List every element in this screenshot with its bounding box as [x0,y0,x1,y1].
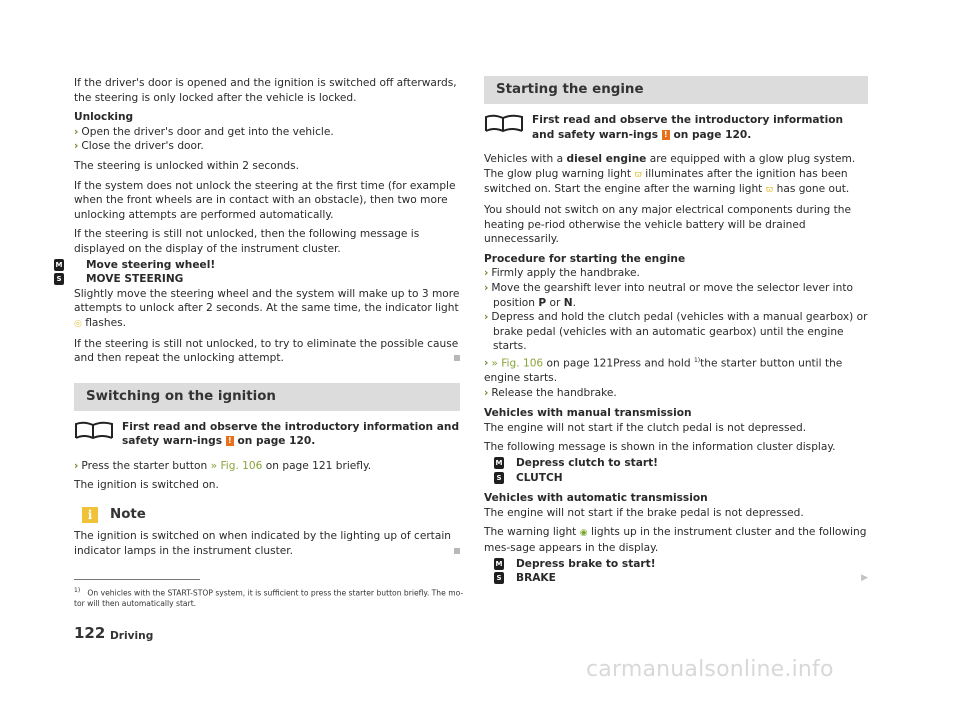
page-label: Driving [110,630,154,642]
paragraph: The following message is shown in the information cluster display. [484,441,836,454]
list-item: › Release the handbrake. [484,386,617,399]
note-text: The ignition is switched on when indicated by the lighting up of certain indicator lamps in the instrument cluster. [74,529,460,558]
continue-arrow-icon: ▶ [861,573,868,584]
end-of-section-icon [454,548,460,554]
arrow-icon: › [74,125,79,138]
list-item: › Open the driver's door and get into the vehicle. [74,125,334,138]
paragraph: The warning light ◉ lights up in the instrument cluster and the following mes-sage appears in the display. [484,526,867,554]
arrow-icon: › [484,386,489,399]
list-item: › Depress and hold the clutch pedal (vehicles with a manual gearbox) or brake pedal (vehicles with an automatic gearbox) until the engine starts. [484,311,868,353]
display-message: M Move steering wheel! [55,258,216,271]
auto-heading: Vehicles with automatic transmission [484,492,708,505]
segment-display-icon: S [494,472,504,484]
display-message: S BRAKE ▶ [484,571,868,586]
intro-block: First read and observe the introductory information and safety warn-ings ! on page 120. [484,113,868,142]
list-item: › Close the driver's door. [74,140,204,153]
paragraph: You should not switch on any major electrical components during the heating pe-riod otherwise the vehicle battery will be drained unnecessarily. [484,203,851,246]
paragraph: The steering is unlocked within 2 seconds. [74,159,300,172]
display-message: S CLUTCH [484,471,868,486]
paragraph: If the system does not unlock the steering at the first time (for example when the front wheels are in contact with an obstacle), then two more unlocking attempts are performed automatically. [74,179,456,221]
paragraph: If the steering is still not unlocked, then the following message is displayed on the display of the instrument cluster. [74,228,420,255]
note-title: Note [110,506,146,522]
paragraph: Vehicles with a diesel engine are equipped with a glow plug system. The glow plug warning light ϖ illuminates after the ignition has been switched on. Start the engine after the warning light ϖ has gone out. [484,153,856,196]
paragraph: The engine will not start if the brake pedal is not depressed. [484,506,804,519]
unlocking-heading: Unlocking [74,111,134,124]
paragraph: If the driver's door is opened and the ignition is switched off afterwards, the steering is only locked after the vehicle is locked. [74,77,457,104]
open-book-icon [74,420,122,449]
list-item: › Move the gearshift lever into neutral or move the selector lever into position P or N. [484,281,853,309]
figure-link[interactable]: » Fig. 106 [210,459,263,472]
glow-plug-lamp-icon: ϖ [765,185,774,196]
open-book-icon [484,113,532,142]
figure-link[interactable]: » Fig. 106 [491,357,544,370]
maxi-dot-display-icon: M [495,459,503,468]
warning-icon: ! [662,130,670,140]
steering-warning-lamp-icon: ◎ [74,318,82,329]
watermark: carmanualsonline.info [586,657,834,682]
arrow-icon: › [484,357,489,370]
maxi-dot-display-icon: M [495,559,503,568]
intro-block: First read and observe the introductory information and safety warn-ings ! on page 120. [74,420,460,449]
arrow-icon: › [74,459,79,472]
list-item: › Firmly apply the handbrake. [484,267,640,280]
brake-pedal-lamp-icon: ◉ [579,528,588,539]
note-header [74,507,460,523]
list-item: › » Fig. 106 on page 121Press and hold $^{1)}$the starter button until the engine starts. [484,356,843,385]
paragraph: Slightly move the steering wheel and the system will make up to 3 more attempts to unlock after 2 seconds. At the same time, the indicator light ◎ flashes. [74,287,460,329]
arrow-icon: › [74,140,79,153]
segment-display-icon: S [494,572,504,584]
end-of-section-icon [454,355,460,361]
paragraph: The ignition is switched on. [74,479,219,492]
procedure-heading: Procedure for starting the engine [484,252,686,265]
arrow-icon: › [484,311,489,324]
section-heading: Switching on the ignition [74,383,460,411]
left-column [55,76,460,563]
info-icon: i [82,507,98,523]
warning-icon: ! [226,436,234,446]
segment-display-icon: S [54,273,64,285]
footnote-divider [74,579,200,580]
footnote: $^{1)}$ On vehicles with the START-STOP system, it is sufficient to press the starter button briefly. The mo-tor will then automatically start. [74,587,464,608]
display-message: S MOVE STEERING [74,272,460,287]
right-column [484,76,868,586]
maxi-dot-display-icon: M [55,260,63,269]
display-message: M Depress brake to start! [495,557,656,570]
display-message: M Depress clutch to start! [495,457,658,469]
glow-plug-lamp-icon: ϖ [634,169,642,180]
arrow-icon: › [484,267,489,280]
manual-heading: Vehicles with manual transmission [484,407,692,420]
section-heading: Starting the engine [484,76,868,104]
paragraph: The engine will not start if the clutch pedal is not depressed. [484,421,807,434]
arrow-icon: › [484,281,489,294]
list-item: › Press the starter button » Fig. 106 on page 121 briefly. [74,459,372,472]
page-number: 122 [74,624,106,642]
paragraph: If the steering is still not unlocked, to try to eliminate the possible cause and then repeat the unlocking attempt. [74,337,459,365]
